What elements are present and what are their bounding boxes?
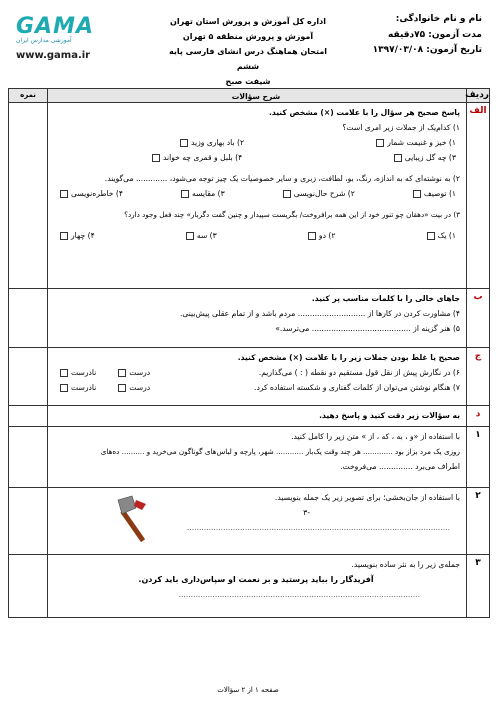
q3-options: [52, 228, 460, 243]
question-1: ۱) کدام‌یک از جملات زیر امری است؟: [342, 123, 460, 132]
student-info: [373, 12, 482, 59]
q1-options-row1: [52, 135, 460, 150]
score-cell: [9, 555, 48, 617]
gama-logo: [16, 14, 126, 78]
score-cell: [9, 427, 48, 487]
questions-header: شرح سؤالات: [231, 92, 281, 101]
question-7: ۷) هنگام نوشتن می‌توان از کلمات گفتاری و شکسته استفاده کرد.: [254, 383, 460, 392]
question-7-row: [52, 380, 460, 395]
passage-line-1: روزی یک مرد بزاز بود ............. هر چند وقت یک‌بار ............ شهر، پارچه و لباس‌های گوناگون می‌خرید و .......... ده‌های: [100, 447, 460, 456]
checkbox[interactable]: [60, 384, 68, 392]
score-header: نمره: [9, 89, 48, 102]
checkbox[interactable]: [413, 190, 421, 198]
checkbox[interactable]: [394, 154, 402, 162]
axe-icon: [112, 494, 152, 546]
section-title: جاهای خالی را با کلمات مناسب پر کنید.: [311, 294, 460, 303]
question-6-row: [52, 365, 460, 380]
question-3: ۳) در بیت «دهقان چو تنور خود از این همه برافروخت/ بگریست سپیدار و چنین گفت دگربار» چند فعل وجود دارد؟: [124, 210, 460, 219]
answer-line[interactable]: ....................................................................................................: [178, 590, 420, 599]
checkbox[interactable]: [283, 190, 291, 198]
q3-option-3[interactable]: ۳) سه: [184, 228, 217, 243]
checkbox[interactable]: [60, 232, 68, 240]
quote-sentence: آفریدگار را بباید پرستید و بر نعمت او سپاس‌داری باید کردن.: [138, 575, 374, 584]
q6-false[interactable]: نادرست: [58, 365, 96, 380]
q1-option-4[interactable]: ۴) بلبل و قمری چه خواند: [150, 150, 242, 165]
exam-duration: مدت آزمون: ۷۵دقیقه: [388, 29, 482, 40]
section-label: ب: [466, 289, 489, 347]
question-d1: [9, 427, 489, 488]
q2-option-3[interactable]: ۳) مقایسه: [179, 186, 225, 201]
logo-tagline: آموزشی مدارس ایران: [16, 37, 72, 44]
question-text: با استفاده از «و ، به ، که ، از » متن زیر را کامل کنید.: [291, 432, 460, 441]
q3-option-2[interactable]: ۲) دو: [306, 228, 336, 243]
checkbox[interactable]: [186, 232, 194, 240]
office-name: اداره کل آموزش و پرورش استان تهران: [170, 17, 326, 26]
q1-option-2[interactable]: ۲) باد بهاری وزید: [178, 135, 244, 150]
question-text: جمله‌ی زیر را به نثر ساده بنویسید.: [351, 560, 460, 569]
q7-true[interactable]: درست: [116, 380, 150, 395]
score-cell: [9, 289, 48, 347]
logo-url: www.gama.ir: [16, 50, 91, 61]
q1-option-1[interactable]: ۱) خیز و غنیمت شمار: [374, 135, 456, 150]
checkbox[interactable]: [427, 232, 435, 240]
section-label: ج: [466, 348, 489, 405]
page-footer: صفحه ۱ از ۲ سؤالات: [217, 686, 279, 694]
exam-title: امتحان هماهنگ درس انشای فارسی پایه ششم: [168, 47, 328, 71]
score-cell: [9, 103, 48, 288]
q6-true[interactable]: درست: [116, 365, 150, 380]
student-name-label: نام و نام خانوادگی:: [395, 14, 482, 24]
q1-option-3[interactable]: ۳) چه گل زیبایی: [392, 150, 456, 165]
q3-option-1[interactable]: ۱) یک: [425, 228, 456, 243]
passage-line-2: اطراف می‌برد .............. می‌فروخت.: [340, 462, 460, 471]
table-header-row: [9, 89, 489, 103]
q2-option-2[interactable]: ۲) شرح حال‌نویسی: [281, 186, 355, 201]
section-title: صحیح یا غلط بودن جملات زیر را با علامت (×) مشخص کنید.: [237, 353, 460, 362]
checkbox[interactable]: [180, 139, 188, 147]
section-title: پاسخ صحیح هر سؤال را با علامت (×) مشخص کنید.: [268, 108, 460, 117]
checkbox[interactable]: [60, 190, 68, 198]
answer-line[interactable]: .............................................................................................................: [186, 523, 450, 532]
score-cell: [9, 406, 48, 426]
shift: شیفت صبح: [225, 77, 271, 86]
question-6: ۶) در نگارش پیش از نقل قول مستقیم دو نقطه ( : ) می‌گذاریم.: [258, 368, 460, 377]
checkbox[interactable]: [308, 232, 316, 240]
section-title: به سؤالات زیر دقت کنید و پاسخ دهید.: [319, 411, 460, 420]
checkbox[interactable]: [118, 384, 126, 392]
question-4: ۴) مشاورت کردن در کارها از ............................ مردم باشد و از تمام عقلی پیش‌بینی.: [180, 309, 460, 318]
exam-title-block: [158, 14, 338, 89]
questions-table: [8, 88, 490, 618]
question-d2: [9, 488, 489, 555]
q7-false[interactable]: نادرست: [58, 380, 96, 395]
section-label: د: [466, 406, 489, 426]
checkbox[interactable]: [60, 369, 68, 377]
checkbox[interactable]: [118, 369, 126, 377]
checkbox[interactable]: [181, 190, 189, 198]
checkbox[interactable]: [376, 139, 384, 147]
section-label: الف: [466, 103, 489, 288]
question-number: ۳: [466, 555, 489, 617]
q3-option-4[interactable]: ۴) چهار: [58, 228, 95, 243]
checkbox[interactable]: [152, 154, 160, 162]
exam-header: [8, 6, 488, 88]
question-number: ۱: [466, 427, 489, 487]
radif-header: ردیف: [465, 90, 489, 100]
question-d3: [9, 555, 489, 617]
question-2: ۲) به نوشته‌ای که به اندازه، رنگ، بو، لطافت، زبری و سایر خصوصیات یک چیز توجه می‌شود، ............. می‌گویند.: [104, 174, 460, 183]
section-d: [9, 406, 489, 427]
exam-date: تاریخ آزمون: ۱۳۹۷/۰۳/۰۸: [372, 45, 482, 55]
score-cell: [9, 488, 48, 554]
region-name: آموزش و پرورش منطقه ۵ تهران: [182, 32, 314, 41]
logo-mark: GAMA: [16, 14, 95, 39]
answer-line-label: -۳: [303, 508, 310, 517]
question-text: با استفاده از جان‌بخشی؛ برای تصویر زیر یک جمله بنویسید.: [274, 493, 460, 502]
section-b: [9, 289, 489, 348]
question-5: ۵) هنر گزینه از ......................................... می‌ترسد.»: [275, 324, 460, 333]
q2-option-1[interactable]: ۱) توصیف: [411, 186, 456, 201]
score-cell: [9, 348, 48, 405]
question-number: ۲: [466, 488, 489, 554]
section-alef: [9, 103, 489, 289]
q2-option-4[interactable]: ۴) خاطره‌نویسی: [58, 186, 123, 201]
q2-options: [52, 186, 460, 201]
q1-options-row2: [52, 150, 460, 165]
section-j: [9, 348, 489, 406]
